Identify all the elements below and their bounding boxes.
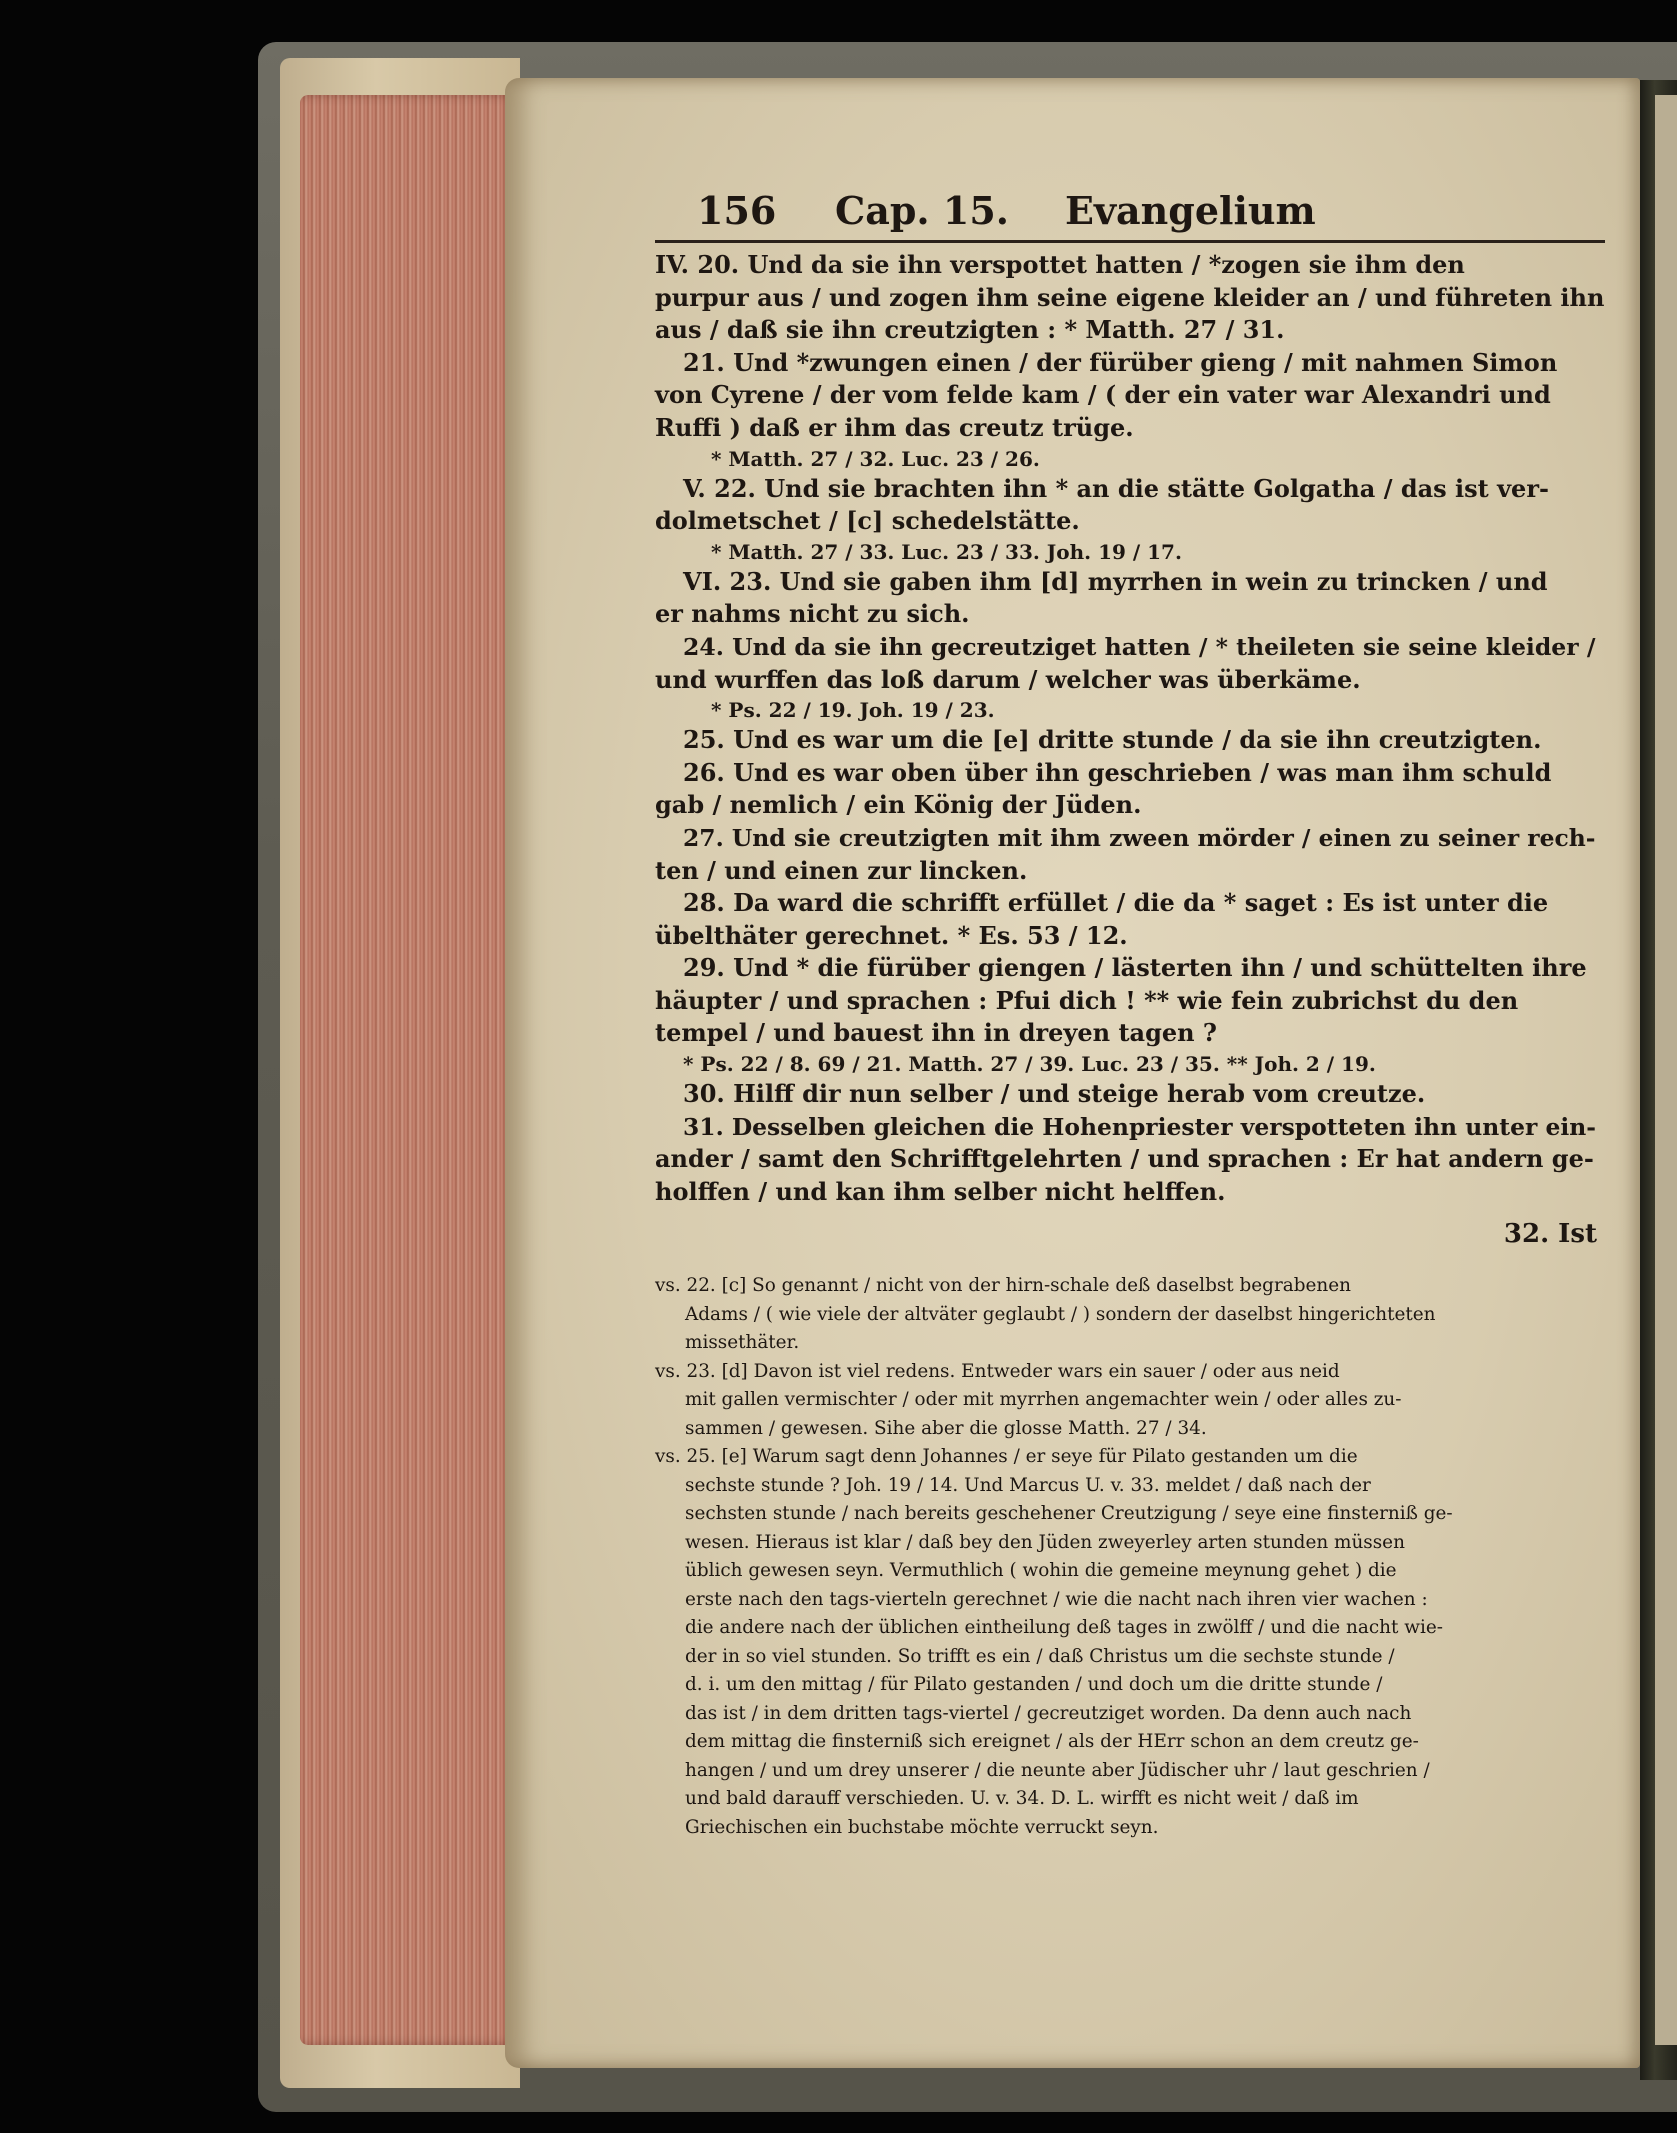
verse-line: 29. Und * die fürüber giengen / lästerten ihn / und schüttelten ihre — [683, 953, 1587, 983]
main-verses — [655, 249, 1605, 1208]
running-header — [655, 188, 1605, 243]
verse-line: 24. Und da sie ihn gecreutziget hatten / * theileten sie seine kleider / — [683, 632, 1596, 661]
cross-reference-line: * Matth. 27 / 33. Luc. 23 / 33. Joh. 19 / 17. — [711, 539, 1182, 564]
footnote-line: und bald darauff verschieden. U. v. 34. D. L. wirfft es nicht weit / daß im — [685, 1788, 1359, 1810]
verse-line: übelthäter gerechnet. * Es. 53 / 12. — [655, 920, 1128, 950]
verse-line: purpur aus / und zogen ihm seine eigene kleider an / und führeten ihn — [655, 282, 1605, 312]
verse-line: 26. Und es war oben über ihn geschrieben / was man ihm schuld — [683, 757, 1552, 787]
verse-line: 25. Und es war um die [e] dritte stunde / da sie ihn creutzigten. — [683, 725, 1542, 755]
catchword: 32. Ist — [1503, 1219, 1597, 1250]
footnote-line: dem mittag die finsterniß sich ereignet / als der HErr schon an dem creutz ge- — [685, 1731, 1419, 1753]
facing-page-edge — [1655, 95, 1677, 2045]
page-text — [655, 188, 1605, 1842]
verse-line: 21. Und *zwungen einen / der fürüber gieng / mit nahmen Simon — [683, 347, 1558, 377]
verse-line: V. 22. Und sie brachten ihn * an die stätte Golgatha / das ist ver- — [683, 473, 1549, 503]
page-edges — [300, 95, 520, 2045]
footnote-line: missethäter. — [685, 1332, 800, 1354]
verse-line: 28. Da ward die schrifft erfüllet / die da * saget : Es ist unter die — [683, 888, 1549, 918]
verse-line: ander / samt den Schrifftgelehrten / und sprachen : Er hat andern ge- — [655, 1144, 1594, 1174]
verse-line: von Cyrene / der vom felde kam / ( der ein vater war Alexandri und — [655, 380, 1551, 410]
footnote-line: sechste stunde ? Joh. 19 / 14. Und Marcus U. v. 33. meldet / daß nach der — [685, 1474, 1371, 1496]
footnote-line: vs. 25. [e] Warum sagt denn Johannes / er seye für Pilato gestanden um die — [655, 1446, 1358, 1468]
footnote-line: üblich gewesen seyn. Vermuthlich ( wohin die gemeine meynung gehet ) die — [685, 1560, 1397, 1582]
footnote-line: sammen / gewesen. Sihe aber die glosse Matth. 27 / 34. — [685, 1417, 1207, 1439]
footnote-line: hangen / und um drey unserer / die neunte aber Jüdischer uhr / laut geschrien / — [685, 1759, 1430, 1781]
verse-line: dolmetschet / [c] schedelstätte. — [655, 506, 1080, 536]
verse-line: tempel / und bauest ihn in dreyen tagen ? — [655, 1018, 1217, 1048]
cross-reference-line: * Ps. 22 / 19. Joh. 19 / 23. — [711, 698, 995, 723]
verse-line: 30. Hilff dir nun selber / und steige herab vom creutze. — [683, 1079, 1426, 1109]
verse-line: aus / daß sie ihn creutzigten : * Matth. 27 / 31. — [655, 315, 1285, 345]
verse-line: Ruffi ) daß er ihm das creutz trüge. — [655, 412, 1134, 442]
footnote-line: vs. 22. [c] So genannt / nicht von der hirn-schale deß daselbst begrabenen — [655, 1275, 1351, 1297]
verse-line: und wurffen das loß darum / welcher was überkäme. — [655, 664, 1361, 694]
footnote-line: d. i. um den mittag / für Pilato gestanden / und doch um die dritte stunde / — [685, 1674, 1383, 1696]
verse-line: häupter / und sprachen : Pfui dich ! ** wie fein zubrichst du den — [655, 985, 1519, 1015]
book-title: Evangelium — [1065, 188, 1316, 233]
verse-line: gab / nemlich / ein König der Jüden. — [655, 790, 1142, 820]
verse-line: 27. Und sie creutzigten mit ihm zween mörder / einen zu seiner rech- — [683, 823, 1596, 852]
chapter-label: Cap. 15. — [835, 188, 1010, 233]
verse-line: er nahms nicht zu sich. — [655, 599, 970, 629]
footnotes — [655, 1272, 1605, 1842]
verse-line: VI. 23. Und sie gaben ihm [d] myrrhen in wein zu trincken / und — [683, 566, 1548, 596]
verse-line: holffen / und kan ihm selber nicht helffen. — [655, 1176, 1226, 1206]
footnote-line: die andere nach der üblichen eintheilung deß tages in zwölff / und die nacht wie- — [685, 1617, 1443, 1639]
verse-line: IV. 20. Und da sie ihn verspottet hatten / *zogen sie ihm den — [655, 250, 1465, 279]
verse-line: ten / und einen zur lincken. — [655, 855, 1028, 885]
footnote-line: Griechischen ein buchstabe möchte verruckt seyn. — [685, 1816, 1159, 1838]
cross-reference-line: * Matth. 27 / 32. Luc. 23 / 26. — [711, 446, 1040, 471]
cross-reference-line: * Ps. 22 / 8. 69 / 21. Matth. 27 / 39. Luc. 23 / 35. ** Joh. 2 / 19. — [683, 1052, 1376, 1077]
footnote-line: mit gallen vermischter / oder mit myrrhen angemachter wein / oder alles zu- — [685, 1389, 1402, 1411]
footnote-line: das ist / in dem dritten tags-viertel / gecreutziget worden. Da denn auch nach — [685, 1702, 1412, 1724]
verse-line: 31. Desselben gleichen die Hohenpriester verspotteten ihn unter ein- — [683, 1112, 1596, 1141]
footnote-line: wesen. Hieraus ist klar / daß bey den Jüden zweyerley arten stunden müssen — [685, 1531, 1405, 1553]
footnote-line: erste nach den tags-vierteln gerechnet / wie die nacht nach ihren vier wachen : — [685, 1588, 1428, 1610]
footnote-line: Adams / ( wie viele der altväter geglaubt / ) sondern der daselbst hingerichteten — [685, 1303, 1436, 1325]
footnote-line: vs. 23. [d] Davon ist viel redens. Entweder wars ein sauer / oder aus neid — [655, 1360, 1340, 1382]
footnote-line: der in so viel stunden. So trifft es ein / daß Christus um die sechste stunde / — [685, 1645, 1395, 1667]
footnote-line: sechsten stunde / nach bereits geschehener Creutzigung / seye eine finsterniß ge- — [685, 1503, 1453, 1525]
page-number: 156 — [697, 188, 777, 233]
